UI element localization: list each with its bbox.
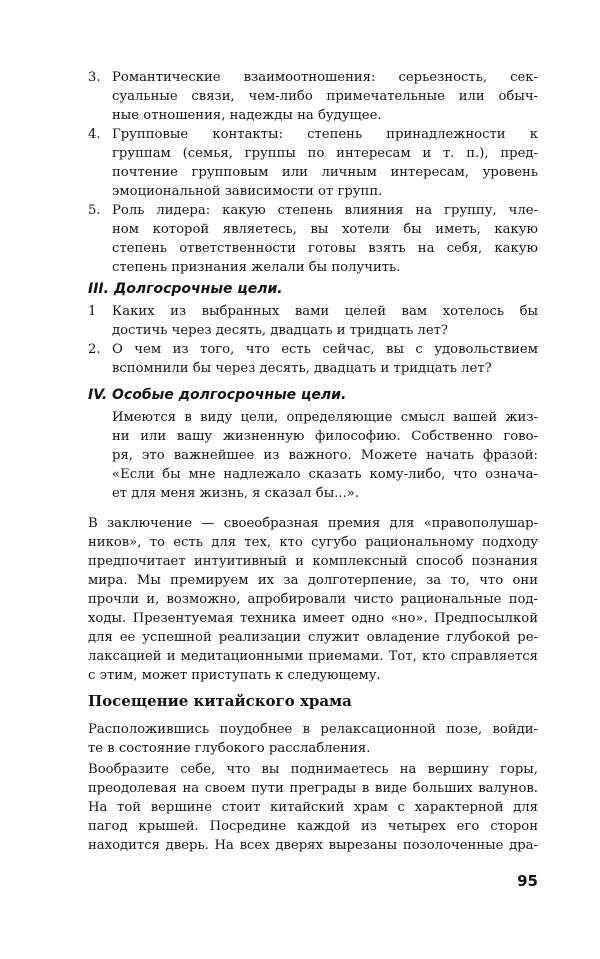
list-long-term bbox=[88, 302, 538, 378]
item-number: 4. bbox=[88, 127, 101, 142]
heading-special-goals: IV. Особые долгосрочные цели. bbox=[88, 387, 347, 403]
text-line: В заключение — своеобразная премия для «правополушар- bbox=[88, 516, 538, 531]
list-item-4 bbox=[88, 125, 538, 201]
text-line: с этим, может приступать к следующему. bbox=[88, 668, 381, 683]
conclusion-paragraph bbox=[88, 514, 538, 685]
text-line: лаксацией и медитационными приемами. Тот, кто справляется bbox=[88, 649, 538, 664]
paragraph-temple bbox=[88, 760, 538, 855]
text-line: Вообразите себе, что вы поднимаетесь на вершину горы, bbox=[88, 762, 538, 777]
list-item-1 bbox=[88, 302, 538, 340]
list-item-5 bbox=[88, 201, 538, 277]
text-line: суальные связи, чем-либо примечательные или обыч- bbox=[112, 89, 538, 104]
list-goals-continued bbox=[88, 68, 538, 277]
text-line: ет для меня жизнь, я сказал бы...». bbox=[112, 486, 360, 501]
page-number: 95 bbox=[517, 872, 538, 890]
item-number: 1 bbox=[88, 304, 97, 319]
text-line: степень ответственности готовы взять на себя, какую bbox=[112, 241, 538, 256]
special-goals-text bbox=[88, 408, 538, 503]
text-line: мира. Мы премируем их за долготерпение, за то, что они bbox=[88, 573, 538, 588]
text-line: для ее успешной реализации служит овладение глубокой ре- bbox=[88, 630, 538, 645]
text-line: предпочитает интуитивный и комплексный способ познания bbox=[88, 554, 538, 569]
paragraph-relaxation bbox=[88, 720, 538, 758]
text-line: эмоциональной зависимости от групп. bbox=[112, 184, 383, 199]
text-line: группам (семья, группы по интересам и т. п.), пред- bbox=[112, 146, 538, 161]
text-line: ря, это важнейшее из важного. Можете начать фразой: bbox=[112, 448, 538, 463]
list-item-2 bbox=[88, 340, 538, 378]
text-line: преодолевая на своем пути преграды в виде больших валунов. bbox=[88, 781, 538, 796]
text-line: ни или вашу жизненную философию. Собственно гово- bbox=[112, 429, 538, 444]
text-line: О чем из того, что есть сейчас, вы с удовольствием bbox=[112, 342, 538, 357]
text-line: ходы. Презентуемая техника имеет одно «но». Предпосылкой bbox=[88, 611, 538, 626]
list-item-3 bbox=[88, 68, 538, 125]
text-line: находится дверь. На всех дверях вырезаны позолоченные дра- bbox=[88, 838, 538, 853]
text-line: степень признания желали бы получить. bbox=[112, 260, 401, 275]
item-number: 3. bbox=[88, 70, 101, 85]
text-line: ные отношения, надежды на будущее. bbox=[112, 108, 382, 123]
text-line: Роль лидера: какую степень влияния на группу, чле- bbox=[112, 203, 538, 218]
text-line: Расположившись поудобнее в релаксационной позе, войди- bbox=[88, 722, 538, 737]
text-line: почтение групповым или личным интересам, уровень bbox=[112, 165, 538, 180]
text-line: На той вершине стоит китайский храм с характерной для bbox=[88, 800, 538, 815]
text-line: вспомнили бы через десять, двадцать и тридцать лет? bbox=[112, 361, 492, 376]
text-line: те в состояние глубокого расслабления. bbox=[88, 741, 371, 756]
text-line: прочли и, возможно, апробировали чисто рациональные под- bbox=[88, 592, 538, 607]
text-line: ном которой являетесь, вы хотели бы иметь, какую bbox=[112, 222, 538, 237]
item-number: 5. bbox=[88, 203, 101, 218]
text-line: ников», то есть для тех, кто сугубо рациональному подходу bbox=[88, 535, 538, 550]
section-title: Посещение китайского храма bbox=[88, 692, 352, 710]
heading-long-term-goals: III. Долгосрочные цели. bbox=[88, 281, 283, 297]
item-number: 2. bbox=[88, 342, 101, 357]
text-line: Каких из выбранных вами целей вам хотелось бы bbox=[112, 304, 538, 319]
text-line: Романтические взаимоотношения: серьезность, сек- bbox=[112, 70, 538, 85]
text-line: «Если бы мне надлежало сказать кому-либо, что означа- bbox=[112, 467, 538, 482]
text-line: достичь через десять, двадцать и тридцать лет? bbox=[112, 323, 448, 338]
text-line: Групповые контакты: степень принадлежности к bbox=[112, 127, 538, 142]
text-line: пагод крышей. Посредине каждой из четырех его сторон bbox=[88, 819, 538, 834]
text-line: Имеются в виду цели, определяющие смысл вашей жиз- bbox=[112, 410, 538, 425]
